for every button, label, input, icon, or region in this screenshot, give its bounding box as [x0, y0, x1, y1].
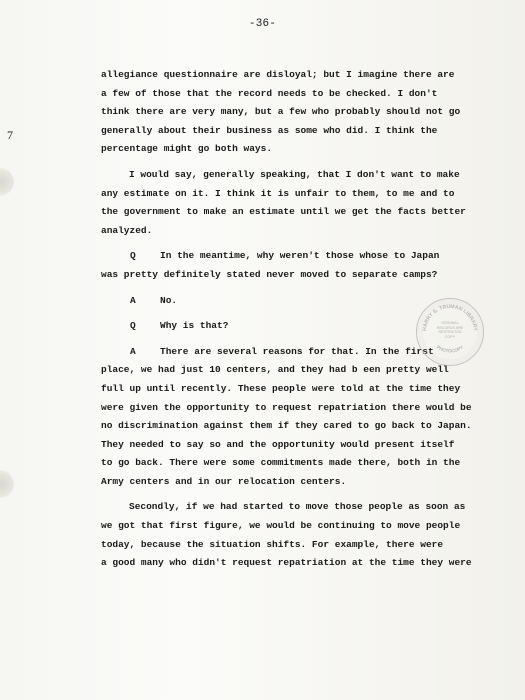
- question-line: [101, 247, 481, 266]
- binder-hole: [0, 470, 14, 498]
- stamp-line: COPY: [444, 334, 456, 339]
- text-fragment: Why is that?: [160, 320, 229, 332]
- text-line: percentage might go both ways.: [101, 143, 273, 155]
- text-line: They needed to say so and the opportunity would present itself: [101, 438, 455, 450]
- text-line: a good many who didn't request repatriation at the time they were: [101, 557, 472, 569]
- stamp-line: ORIGINAL: [441, 321, 459, 325]
- margin-note: 7: [7, 128, 13, 142]
- stamp-line: RESTRICTED: [438, 330, 462, 335]
- text-line: think there are very many, but a few who probably should not go: [101, 106, 461, 118]
- stamp-ring-text: HARRY S. TRUMAN LIBRARY: [421, 303, 479, 332]
- page-number: -36-: [248, 18, 277, 30]
- text-line: to go back. There were some commitments made there, both in the: [101, 457, 461, 469]
- speaker-label: A: [130, 294, 136, 306]
- text-line: place, we had just 10 centers, and they had b een pretty well: [101, 364, 449, 376]
- text-line: no discrimination against them if they cared to go back to Japan.: [101, 420, 472, 432]
- text-line: analyzed.: [101, 224, 153, 236]
- text-line: Secondly, if we had started to move those people as soon as: [129, 501, 466, 513]
- stamp-ring-text-lower: PHOTOCOPY: [435, 344, 465, 354]
- text-line: a few of those that the record needs to be checked. I don't: [101, 87, 438, 99]
- text-line: we got that first figure, we would be continuing to move people: [101, 520, 461, 532]
- text-fragment: There are several reasons for that. In the first: [160, 345, 434, 357]
- stamp-center-text: [417, 321, 483, 339]
- text-line: the government to make an estimate until we get the facts better: [101, 206, 466, 218]
- text-line: Army centers and in our relocation centers.: [101, 475, 347, 487]
- text-fragment: No.: [160, 294, 178, 306]
- text-line: generally about their business as some who did. I think the: [101, 124, 438, 136]
- binder-hole: [0, 168, 14, 196]
- library-stamp: [416, 298, 484, 366]
- speaker-label: Q: [130, 250, 136, 262]
- text-line: today, because the situation shifts. For example, there were: [101, 538, 444, 550]
- text-line: I would say, generally speaking, that I don't want to make: [129, 168, 460, 180]
- text-line: full up until recently. These people were told at the time they: [101, 382, 461, 394]
- svg-text:PHOTOCOPY: [436, 344, 464, 353]
- text-line: allegiance questionnaire are disloyal; but I imagine there are: [101, 69, 455, 80]
- text-line: any estimate on it. I think it is unfair to them, to me and to: [101, 187, 455, 199]
- speaker-label: A: [130, 345, 136, 357]
- stamp-line: RECORDS ARE: [436, 325, 464, 330]
- text-line: were given the opportunity to request repatriation there would be: [101, 401, 472, 413]
- text-fragment: In the meantime, why weren't those whose to Japan: [160, 250, 440, 262]
- text-line: was pretty definitely stated never moved to separate camps?: [101, 268, 438, 280]
- speaker-label: Q: [130, 320, 136, 332]
